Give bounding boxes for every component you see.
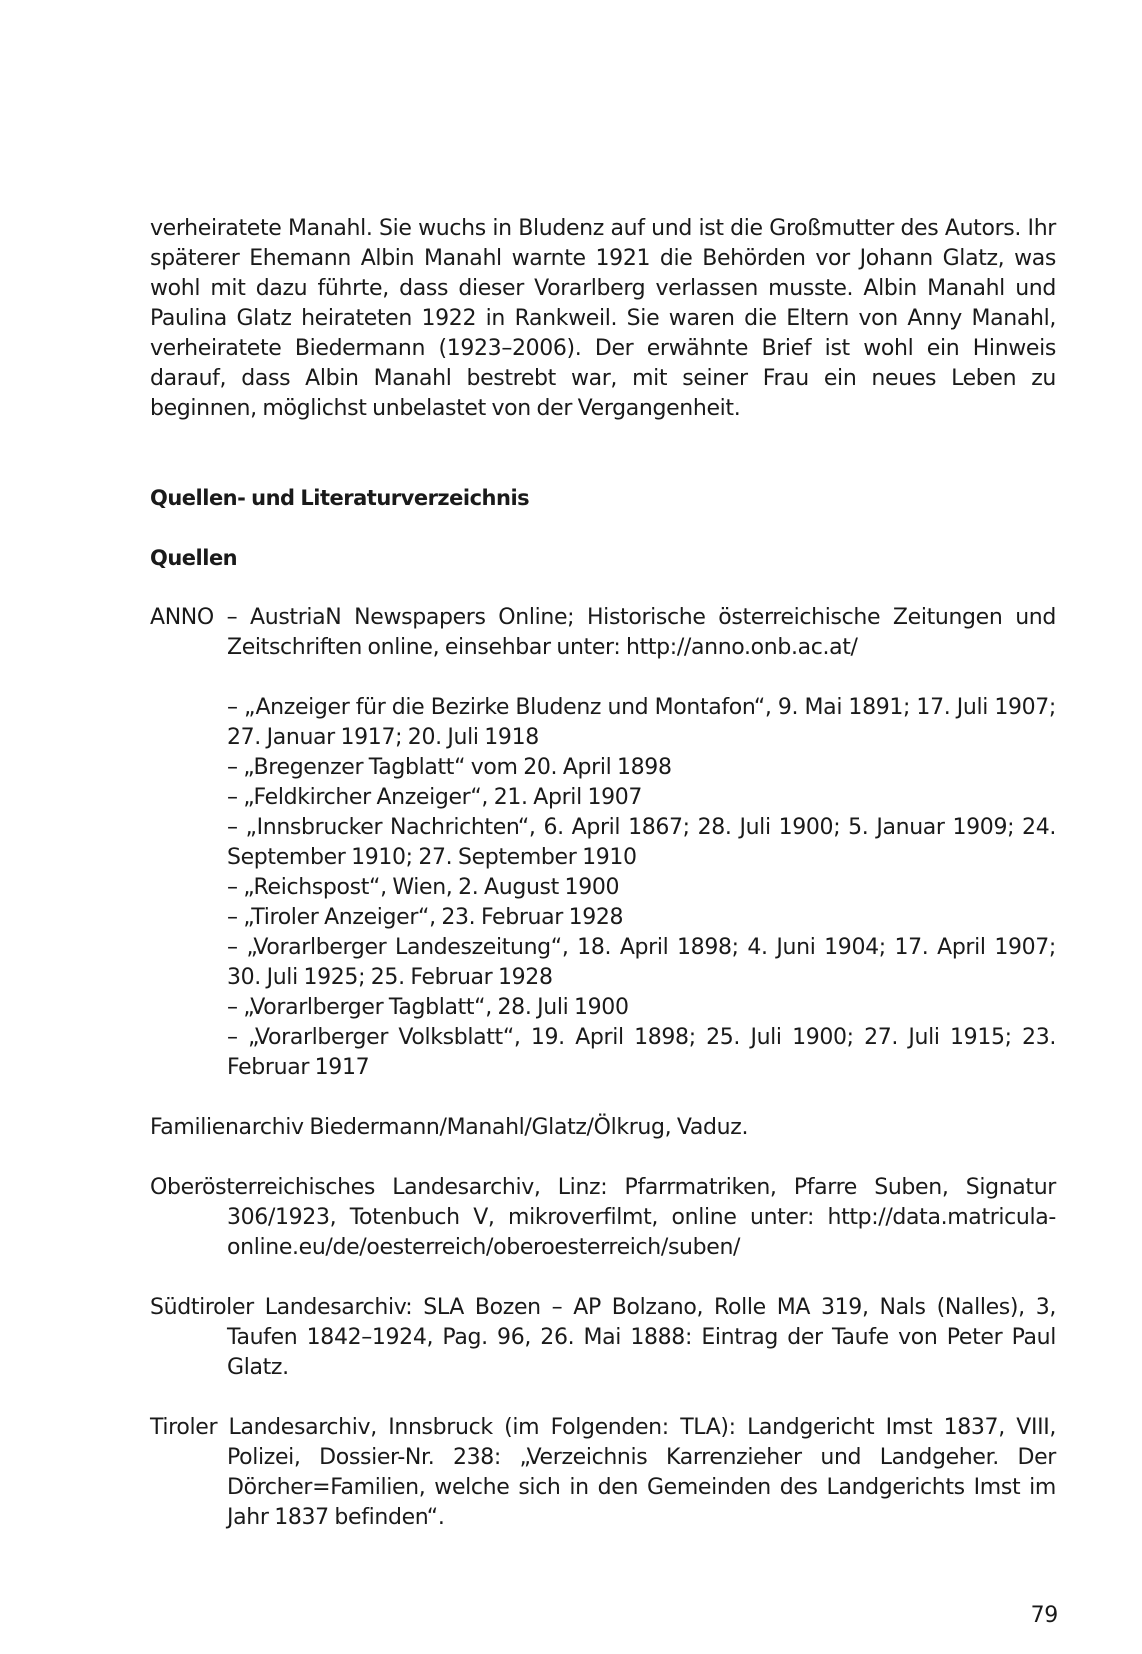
anno-item: – „Feldkircher Anzeiger“, 21. April 1907: [227, 785, 643, 810]
subsection-heading: Quellen: [150, 546, 238, 570]
body-paragraph: verheiratete Manahl. Sie wuchs in Bludenz auf und ist die Großmutter des Autors. Ihr späterer Ehemann Albin Manahl warnte 1921 die Behörden vor Johann Glatz, was wohl mit dazu führte, dass dieser Vorarlberg verlassen musste. Albin Manahl und Paulina Glatz heirateten 1922 in Rankweil. Sie waren die Eltern von Anny Manahl, verheiratete Biedermann (1923–2006). Der erwähnte Brief ist wohl ein Hinweis darauf, dass Albin Manahl bestrebt war, mit seiner Frau ein neues Leben zu beginnen, möglichst unbelastet von der Vergangenheit.: [150, 216, 1056, 421]
anno-item: – „Bregenzer Tagblatt“ vom 20. April 1898: [227, 755, 672, 780]
anno-item: – „Vorarlberger Landeszeitung“, 18. April 1898; 4. Juni 1904; 17. April 1907; 30. Juli 1925; 25. Februar 1928: [227, 935, 1056, 990]
anno-item: – „Tiroler Anzeiger“, 23. Februar 1928: [227, 905, 624, 930]
anno-item: – „Vorarlberger Volksblatt“, 19. April 1898; 25. Juli 1900; 27. Juli 1915; 23. Februar 1917: [227, 1025, 1056, 1080]
source-entry-suedtirol: Südtiroler Landesarchiv: SLA Bozen – AP Bolzano, Rolle MA 319, Nals (Nalles), 3, Taufen 1842–1924, Pag. 96, 26. Mai 1888: Eintrag der Taufe von Peter Paul Glatz.: [150, 1295, 1056, 1380]
source-entry-anno: ANNO – AustriaN Newspapers Online; Historische österreichische Zeitungen und Zeitschriften online, einsehbar unter: http://anno.onb.ac.at/: [150, 605, 1056, 660]
page-number: 79: [1030, 1603, 1058, 1628]
source-entry-familienarchiv: Familienarchiv Biedermann/Manahl/Glatz/Ölkrug, Vaduz.: [150, 1115, 749, 1140]
anno-item: – „Anzeiger für die Bezirke Bludenz und Montafon“, 9. Mai 1891; 17. Juli 1907; 27. Januar 1917; 20. Juli 1918: [227, 695, 1056, 750]
anno-item: – „Reichspost“, Wien, 2. August 1900: [227, 875, 620, 900]
page-body: [150, 214, 1056, 1533]
source-entry-tirol: Tiroler Landesarchiv, Innsbruck (im Folgenden: TLA): Landgericht Imst 1837, VIII, Polizei, Dossier-Nr. 238: „Verzeichnis Karrenzieher und Landgeher. Der Dörcher=Familien, welche sich in den Gemeinden des Landgerichts Imst im Jahr 1837 befinden“.: [150, 1415, 1056, 1530]
anno-item: – „Vorarlberger Tagblatt“, 28. Juli 1900: [227, 995, 629, 1020]
anno-item: – „Innsbrucker Nachrichten“, 6. April 1867; 28. Juli 1900; 5. Januar 1909; 24. September 1910; 27. September 1910: [227, 815, 1056, 870]
anno-newspaper-list: [150, 693, 1056, 1083]
source-entry-oberoesterreich: Oberösterreichisches Landesarchiv, Linz: Pfarrmatriken, Pfarre Suben, Signatur 306/1923, Totenbuch V, mikroverfilmt, online unter: http://data.matricula-online.eu/de/oesterreich/oberoesterreich/suben/: [150, 1175, 1056, 1260]
section-heading: Quellen- und Literaturverzeichnis: [150, 486, 530, 510]
